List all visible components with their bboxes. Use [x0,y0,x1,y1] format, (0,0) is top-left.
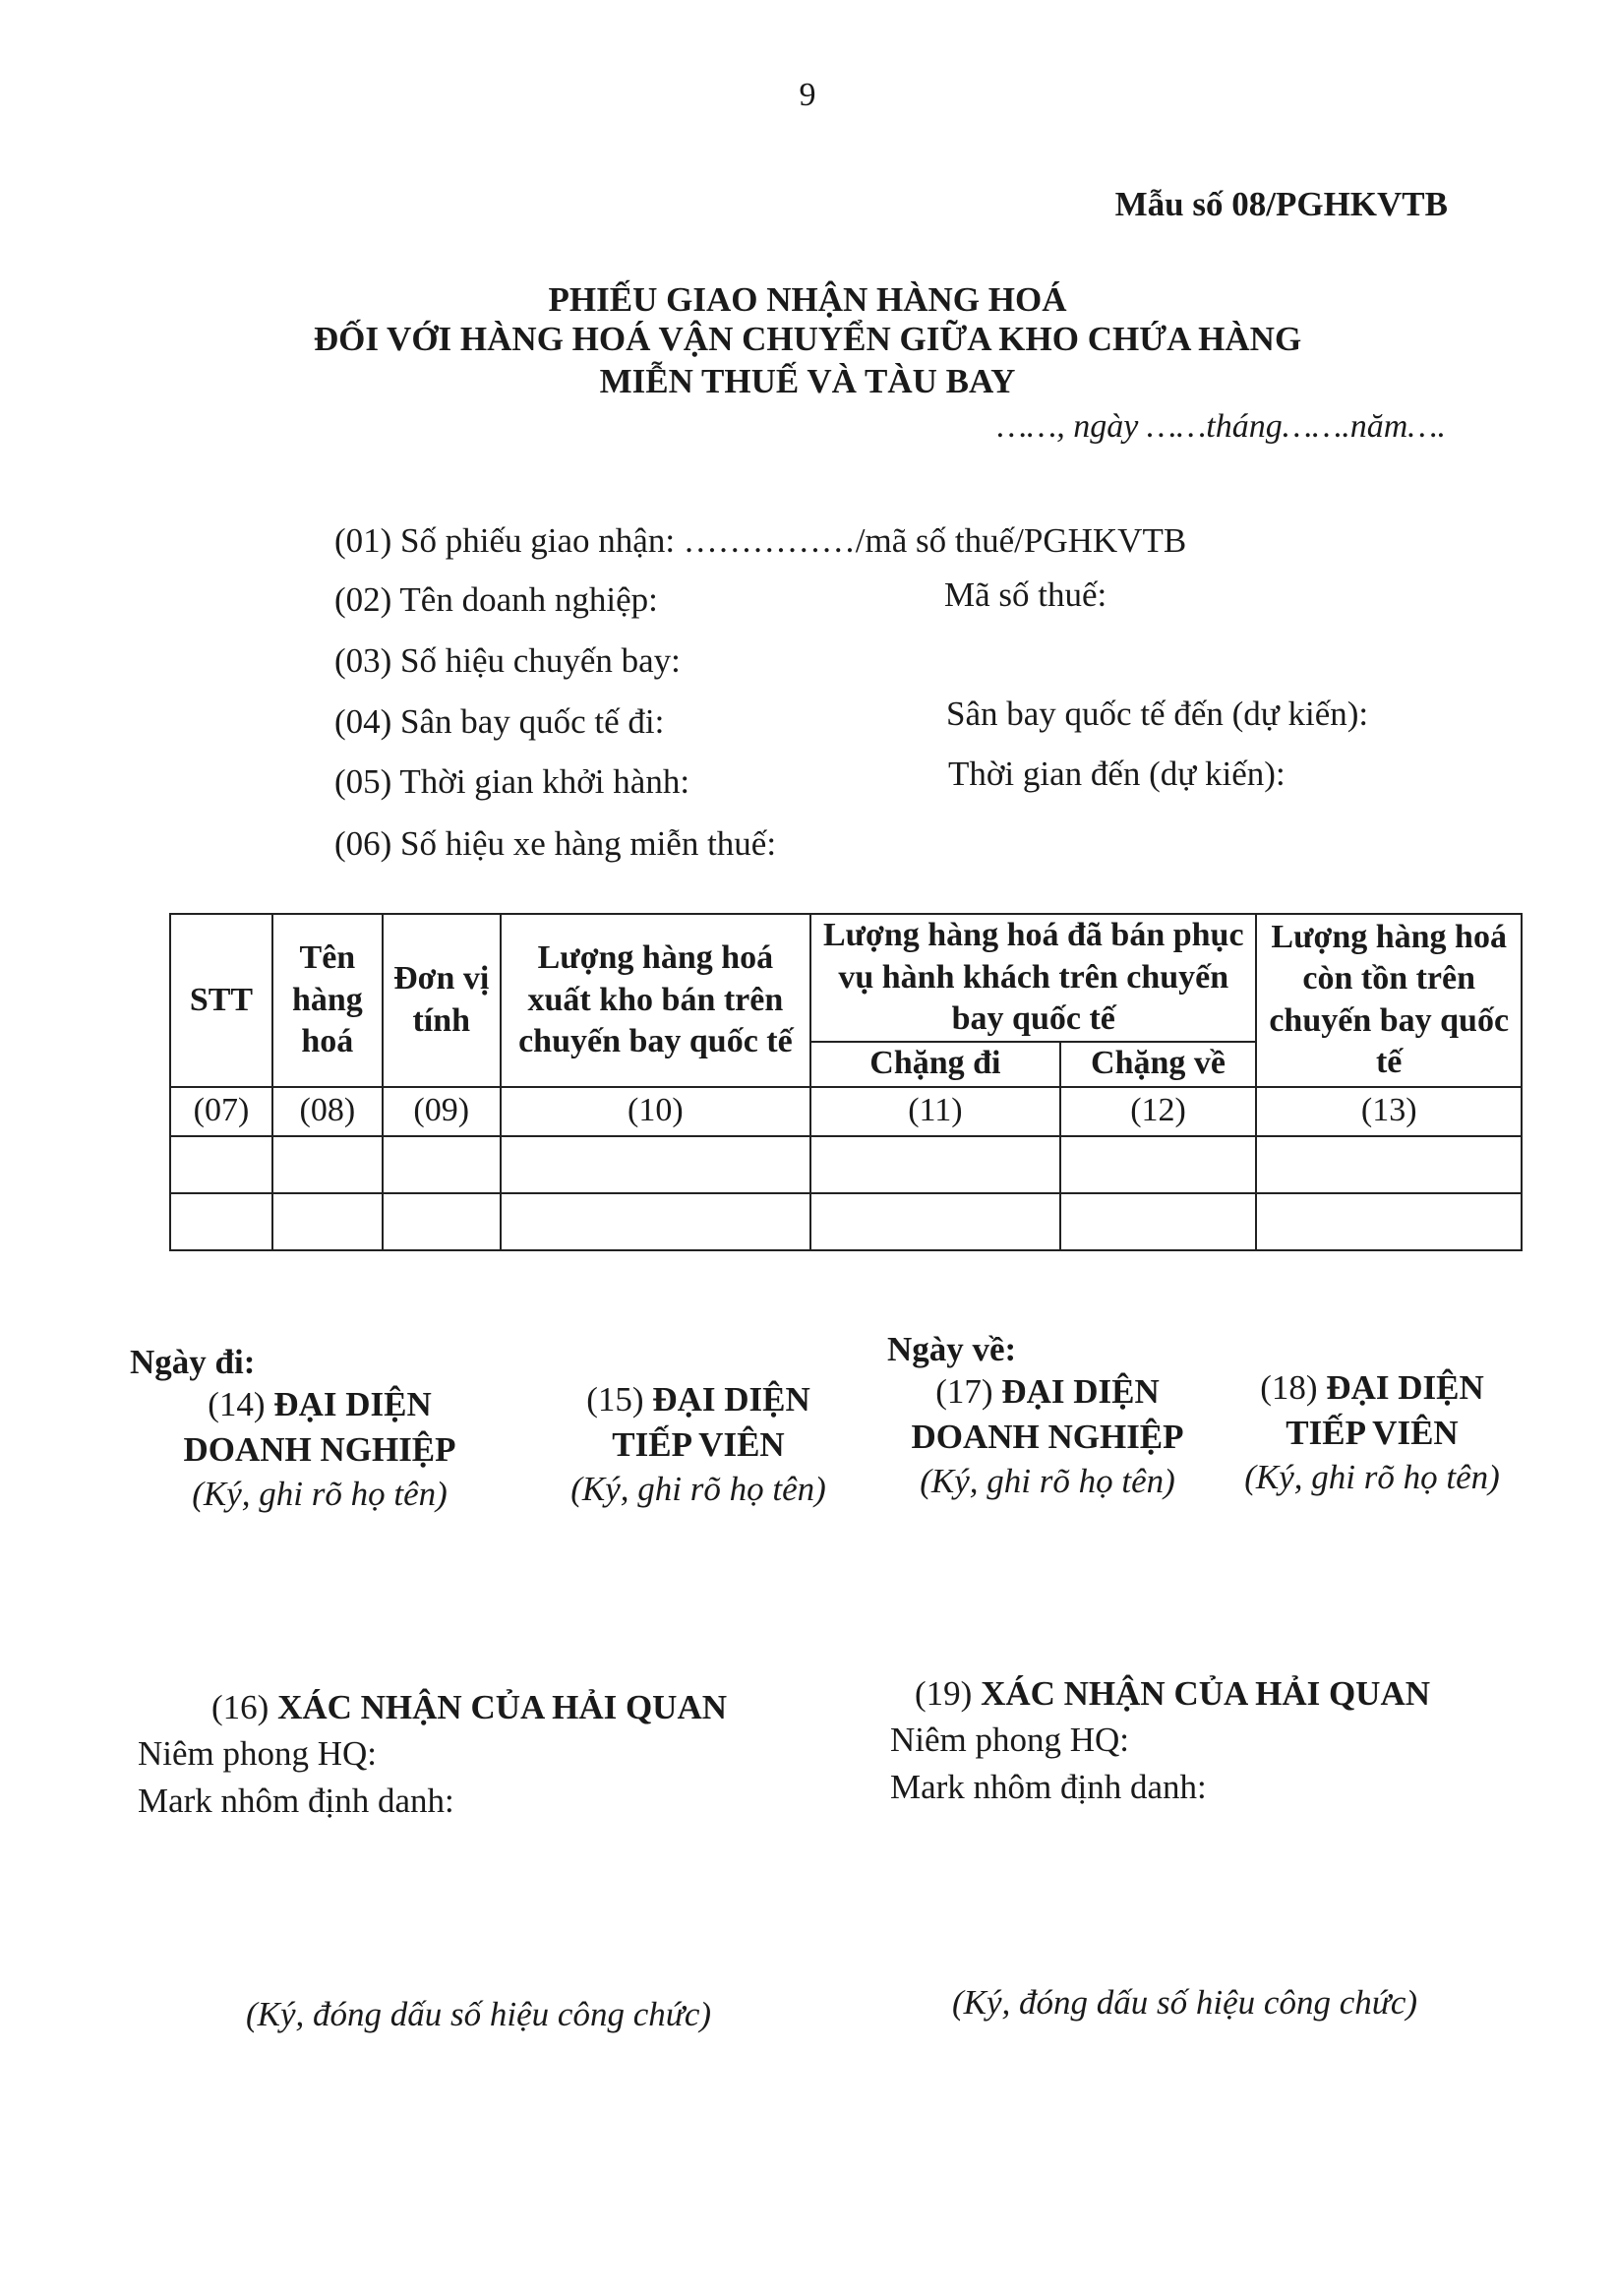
signature-title: ĐẠI DIỆN [273,1385,432,1423]
field-02: (02) Tên doanh nghiệp: [334,580,658,619]
customs-number: (19) [915,1674,973,1713]
header-unit: Đơn vị tính [383,914,501,1087]
signature-note: (Ký, ghi rõ họ tên) [920,1462,1175,1500]
table-cell[interactable] [272,1136,383,1193]
field-02-tax-code: Mã số thuế: [944,575,1107,614]
table-cell[interactable] [272,1193,383,1250]
signature-title: ĐẠI DIỆN [1326,1368,1484,1407]
page-number: 9 [799,77,816,113]
customs-signature-note-back: (Ký, đóng dấu số hiệu công chức) [952,1983,1418,2022]
table-row [170,1136,1522,1193]
signature-title: DOANH NGHIỆP [911,1417,1184,1456]
table-row [170,1193,1522,1250]
field-04-arrival-airport: Sân bay quốc tế đến (dự kiến): [946,695,1369,733]
column-number-row [170,1087,1522,1136]
table-cell[interactable] [501,1193,810,1250]
table-cell[interactable] [170,1193,272,1250]
signature-business-rep-out [148,1382,492,1517]
table-cell[interactable] [1256,1136,1522,1193]
signature-number: (18) [1260,1368,1318,1407]
field-05: (05) Thời gian khởi hành: [334,762,690,801]
header-return-leg: Chặng về [1060,1042,1257,1087]
field-01: (01) Số phiếu giao nhận: ……………/mã số thuế/PGHKVTB [334,521,1187,560]
field-03: (03) Số hiệu chuyến bay: [334,641,681,680]
signature-number: (17) [935,1372,993,1411]
table-cell[interactable] [1060,1136,1257,1193]
title-line-3: MIỄN THUẾ VÀ TÀU BAY [599,362,1016,400]
column-number: (12) [1060,1087,1257,1136]
customs-title: XÁC NHẬN CỦA HẢI QUAN [277,1688,728,1726]
title-line-1: PHIẾU GIAO NHẬN HÀNG HOÁ [548,280,1067,319]
date-line: ……, ngày ……tháng…….năm…. [996,408,1446,445]
header-stt: STT [170,914,272,1087]
goods-table [169,913,1523,1251]
column-number: (07) [170,1087,272,1136]
signature-title: DOANH NGHIỆP [183,1429,456,1469]
day-back-label: Ngày về: [887,1330,1017,1368]
column-number: (08) [272,1087,383,1136]
table-cell[interactable] [810,1136,1060,1193]
signature-note: (Ký, ghi rõ họ tên) [570,1470,826,1508]
field-05-arrival-time: Thời gian đến (dự kiến): [948,755,1286,793]
table-cell[interactable] [1060,1193,1257,1250]
field-06: (06) Số hiệu xe hàng miễn thuế: [334,824,777,863]
table-cell[interactable] [170,1136,272,1193]
customs-signature-note-out: (Ký, đóng dấu số hiệu công chức) [246,1995,712,2033]
signature-business-rep-back [880,1369,1215,1504]
signature-attendant-rep-back [1225,1365,1520,1500]
signature-number: (15) [586,1380,644,1419]
day-out-label: Ngày đi: [130,1343,256,1381]
signature-title: TIẾP VIÊN [1286,1413,1459,1452]
table-cell[interactable] [1256,1193,1522,1250]
customs-seal-label: Niêm phong HQ: [890,1721,1130,1760]
signature-title: ĐẠI DIỆN [652,1380,810,1419]
column-number: (10) [501,1087,810,1136]
signature-note: (Ký, ghi rõ họ tên) [192,1475,448,1513]
customs-confirmation-out [138,1684,727,1824]
table-cell[interactable] [383,1193,501,1250]
customs-title: XÁC NHẬN CỦA HẢI QUAN [981,1674,1431,1713]
signature-title: TIẾP VIÊN [612,1424,785,1464]
customs-number: (16) [211,1688,269,1726]
title-line-2: ĐỐI VỚI HÀNG HOÁ VẬN CHUYỂN GIỮA KHO CHỨA HÀNG [313,320,1302,358]
form-code: Mẫu số 08/PGHKVTB [1114,185,1448,223]
signature-title: ĐẠI DIỆN [1001,1372,1160,1411]
customs-seal-label: Niêm phong HQ: [138,1734,378,1774]
header-goods-name: Tên hàng hoá [272,914,383,1087]
column-number: (09) [383,1087,501,1136]
field-04: (04) Sân bay quốc tế đi: [334,702,665,741]
header-outbound-leg: Chặng đi [810,1042,1060,1087]
header-exported-quantity: Lượng hàng hoá xuất kho bán trên chuyến bay quốc tế [501,914,810,1087]
column-number: (11) [810,1087,1060,1136]
header-sold-quantity: Lượng hàng hoá đã bán phục vụ hành khách trên chuyến bay quốc tế [810,914,1256,1042]
customs-confirmation-back [890,1670,1430,1810]
customs-mark-label: Mark nhôm định danh: [890,1767,1207,1806]
signature-number: (14) [208,1385,266,1423]
column-number: (13) [1256,1087,1522,1136]
table-cell[interactable] [810,1193,1060,1250]
table-cell[interactable] [383,1136,501,1193]
signature-note: (Ký, ghi rõ họ tên) [1244,1458,1500,1496]
customs-mark-label: Mark nhôm định danh: [138,1781,454,1820]
table-cell[interactable] [501,1136,810,1193]
header-remaining-quantity: Lượng hàng hoá còn tồn trên chuyến bay quốc tế [1256,914,1522,1087]
signature-attendant-rep-out [546,1377,851,1512]
